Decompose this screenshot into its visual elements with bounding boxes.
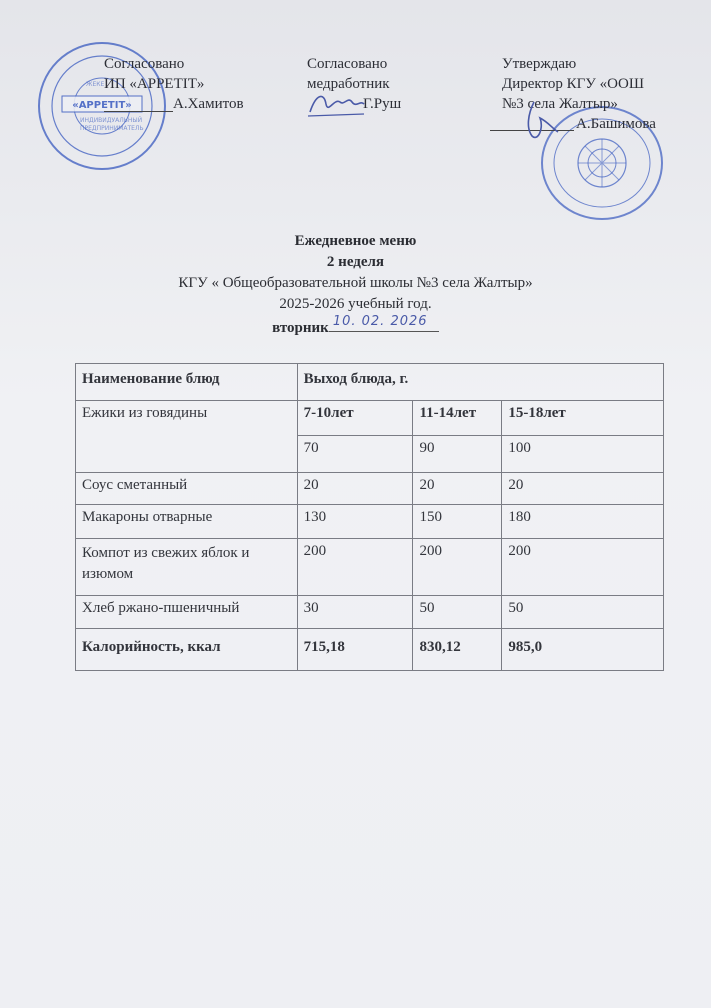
approval-left-line1: Согласовано [104, 56, 185, 72]
value-cell: 20 [502, 473, 664, 505]
dish-name: Ежики из говядины [76, 401, 298, 473]
value-cell: 90 [413, 436, 502, 473]
svg-text:ИНДИВИДУАЛЬНЫЙ: ИНДИВИДУАЛЬНЫЙ [80, 117, 143, 124]
value-cell: 200 [502, 539, 664, 596]
date-line [329, 315, 439, 332]
value-cell: 200 [413, 539, 502, 596]
menu-table [75, 363, 664, 671]
approval-right-line2: Директор КГУ «ООШ [502, 76, 644, 92]
approval-right-line1: Утверждаю [502, 56, 577, 72]
medic-signature [306, 88, 368, 120]
approval-right-line4: А.Башимова [576, 116, 656, 132]
header-dish: Наименование блюд [76, 364, 298, 401]
value-cell: 30 [297, 596, 413, 629]
title-school: КГУ « Общеобразовательной школы №3 села Жалтыр» [178, 275, 533, 291]
approval-left-underline [104, 111, 173, 112]
title-week: 2 неделя [326, 254, 385, 270]
approval-right-line3: №3 села Жалтыр» [502, 96, 618, 112]
age-header: 15-18лет [502, 401, 664, 436]
approval-left-line2: ИП «APPETIT» [104, 76, 205, 92]
value-cell: 200 [297, 539, 413, 596]
table-row [76, 505, 664, 539]
value-cell: 70 [297, 436, 413, 473]
total-value: 985,0 [502, 629, 664, 671]
title-block [0, 231, 711, 339]
total-label: Калорийность, ккал [76, 629, 298, 671]
director-signature [518, 98, 568, 146]
table-row [76, 473, 664, 505]
value-cell: 20 [413, 473, 502, 505]
approval-middle-line3: Г.Руш [363, 96, 402, 112]
table-total-row [76, 629, 664, 671]
svg-text:ПРЕДПРИНИМАТЕЛЬ: ПРЕДПРИНИМАТЕЛЬ [80, 125, 144, 132]
title-day-row [0, 315, 711, 339]
svg-text:ЖЕКЕ: ЖЕКЕ [86, 81, 105, 88]
age-header: 7-10лет [297, 401, 413, 436]
total-value: 830,12 [413, 629, 502, 671]
dish-name: Хлеб ржано-пшеничный [76, 596, 298, 629]
table-row [76, 401, 664, 436]
value-cell: 50 [502, 596, 664, 629]
approval-left [104, 54, 244, 114]
value-cell: 150 [413, 505, 502, 539]
value-cell: 100 [502, 436, 664, 473]
title-line1: Ежедневное меню [294, 233, 417, 249]
age-header: 11-14лет [413, 401, 502, 436]
title-year: 2025-2026 учебный год. [279, 296, 432, 312]
day-label: вторник [272, 320, 329, 336]
table-row [76, 596, 664, 629]
dish-name: Соус сметанный [76, 473, 298, 505]
value-cell: 20 [297, 473, 413, 505]
approval-middle-line2: медработник [307, 76, 390, 92]
value-cell: 180 [502, 505, 664, 539]
value-cell: 130 [297, 505, 413, 539]
dish-name: Компот из свежих яблок и изюмом [76, 539, 298, 596]
total-value: 715,18 [297, 629, 413, 671]
approval-middle-line1: Согласовано [307, 56, 388, 72]
handwritten-date: 10. 02. 2026 [332, 314, 428, 329]
table-row [76, 539, 664, 596]
approval-left-line3: А.Хамитов [173, 96, 244, 112]
dish-name: Макароны отварные [76, 505, 298, 539]
header-output: Выход блюда, г. [297, 364, 663, 401]
table-header-row [76, 364, 664, 401]
value-cell: 50 [413, 596, 502, 629]
left-stamp-center-text: «APPETIT» [72, 100, 132, 111]
